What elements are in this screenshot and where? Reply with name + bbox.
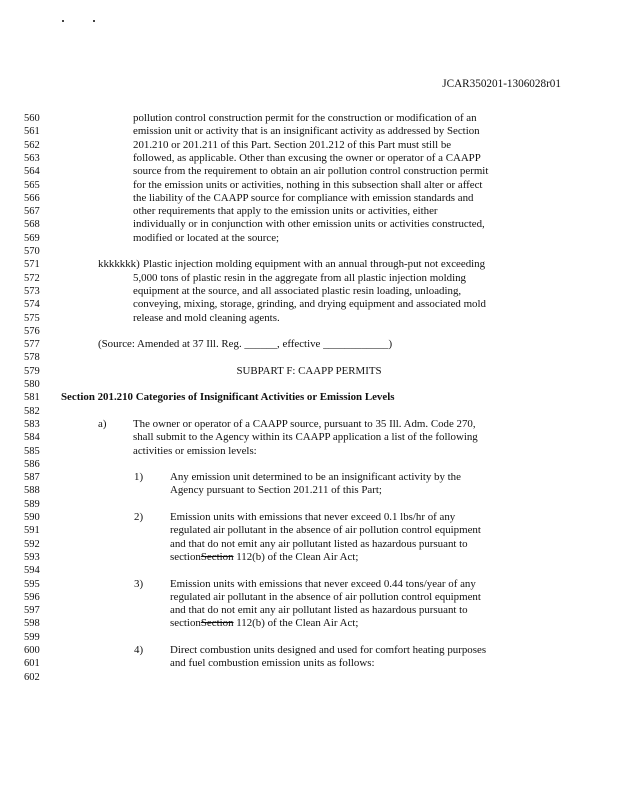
- document-line: [0, 631, 618, 644]
- line-text: regulated air pollutant in the absence of air pollution control equipment: [170, 524, 481, 537]
- line-number: 566: [24, 192, 40, 204]
- document-line: [0, 578, 618, 591]
- line-text: 5,000 tons of plastic resin in the aggregate from all plastic injection molding: [133, 271, 466, 284]
- document-line: [0, 405, 618, 418]
- line-text: and that do not emit any air pollutant listed as hazardous pursuant to: [170, 537, 468, 550]
- line-number: 578: [24, 352, 40, 364]
- line-number: 600: [24, 645, 40, 656]
- document-line: [0, 139, 618, 152]
- line-number: 586: [24, 458, 40, 470]
- line-text: (Source: Amended at 37 Ill. Reg. ______, effective ____________): [98, 338, 393, 351]
- line-number: 598: [24, 618, 40, 630]
- document-line: [0, 471, 618, 484]
- document-line: [0, 564, 618, 577]
- line-number: 591: [24, 525, 40, 537]
- document-line: [0, 551, 618, 564]
- document-line: [0, 458, 618, 471]
- line-number: 564: [24, 166, 40, 178]
- line-text: activities or emission levels:: [133, 444, 257, 457]
- line-text: individually or in conjunction with other emission units or activities constructed,: [133, 218, 485, 231]
- line-number: 599: [24, 631, 40, 643]
- document-line: [0, 258, 618, 271]
- line-text: followed, as applicable. Other than excusing the owner or operator of a CAAPP: [133, 151, 481, 164]
- document-line: [0, 617, 618, 630]
- line-text: Emission units with emissions that never exceed 0.44 tons/year of any: [170, 577, 476, 590]
- line-text: pollution control construction permit for the construction or modification of an: [133, 112, 477, 124]
- line-text: [170, 551, 358, 564]
- line-number: 571: [24, 259, 40, 271]
- line-text: source from the requirement to obtain an air pollution control construction permit: [133, 165, 489, 178]
- line-text: Direct combustion units designed and used for comfort heating purposes: [170, 644, 487, 656]
- line-number: 572: [24, 272, 40, 284]
- document-line: [0, 245, 618, 258]
- line-number: 574: [24, 299, 40, 311]
- line-number: 589: [24, 498, 40, 510]
- document-line: [0, 312, 618, 325]
- line-number: 579: [24, 365, 40, 377]
- document-line: [0, 205, 618, 218]
- line-number: 595: [24, 578, 40, 590]
- line-number: 601: [24, 658, 40, 670]
- inserted-text: section: [170, 617, 201, 630]
- item-label: 4): [134, 644, 144, 656]
- line-number: 561: [24, 126, 40, 138]
- line-number: 602: [24, 671, 40, 683]
- item-label: 1): [134, 471, 144, 484]
- document-line: [0, 338, 618, 351]
- document-line: [0, 657, 618, 670]
- document-line: [0, 365, 618, 378]
- inserted-text: section: [170, 550, 201, 563]
- item-label: 2): [134, 511, 144, 523]
- scan-mark: [93, 20, 95, 22]
- line-number: 587: [24, 472, 40, 484]
- document-line: [0, 418, 618, 431]
- line-text: conveying, mixing, storage, grinding, and drying equipment and associated mold: [133, 298, 486, 311]
- line-text: 201.210 or 201.211 of this Part. Section 201.212 of this Part must still be: [133, 138, 452, 151]
- line-number: 584: [24, 432, 40, 444]
- line-text: for the emission units or activities, nothing in this subsection shall alter or affect: [133, 178, 483, 191]
- document-line: [0, 604, 618, 617]
- document-line: [0, 285, 618, 298]
- line-number: 582: [24, 405, 40, 417]
- document-line: [0, 125, 618, 138]
- document-line: [0, 538, 618, 551]
- document-line: [0, 325, 618, 338]
- document-line: [0, 524, 618, 537]
- line-number: 592: [24, 538, 40, 550]
- document-line: [0, 152, 618, 165]
- line-number: 570: [24, 246, 40, 257]
- line-number: 583: [24, 418, 40, 430]
- line-number: 594: [24, 565, 40, 577]
- line-number: 563: [24, 152, 40, 164]
- line-text: Emission units with emissions that never exceed 0.1 lbs/hr of any: [170, 511, 456, 523]
- line-number: 596: [24, 591, 40, 603]
- line-text: regulated air pollutant in the absence of air pollution control equipment: [170, 590, 481, 603]
- document-line: [0, 218, 618, 231]
- document-line: [0, 671, 618, 684]
- line-text: and fuel combustion emission units as follows:: [170, 657, 375, 670]
- line-number: 581: [24, 392, 40, 404]
- line-number: 569: [24, 232, 40, 244]
- line-text: Agency pursuant to Section 201.211 of this Part;: [170, 484, 382, 497]
- document-line: [0, 644, 618, 657]
- line-number: 593: [24, 551, 40, 563]
- line-text-rest: 112(b) of the Clean Air Act;: [233, 550, 359, 563]
- document-line: [0, 378, 618, 391]
- line-number: 562: [24, 139, 40, 151]
- scan-mark: [62, 20, 64, 22]
- document-line: [0, 112, 618, 125]
- item-label: 3): [134, 577, 144, 590]
- line-text-rest: 112(b) of the Clean Air Act;: [233, 617, 359, 630]
- document-line: [0, 431, 618, 444]
- document-line: [0, 192, 618, 205]
- line-text: release and mold cleaning agents.: [133, 311, 280, 324]
- document-line: [0, 298, 618, 311]
- line-text: other requirements that apply to the emission units or activities, either: [133, 205, 438, 218]
- section-heading: Section 201.210 Categories of Insignificant Activities or Emission Levels: [61, 391, 395, 404]
- item-label: a): [98, 417, 107, 430]
- document-line: [0, 511, 618, 524]
- line-text: equipment at the source, and all associated plastic resin loading, unloading,: [133, 284, 462, 297]
- line-number: 588: [24, 485, 40, 497]
- document-line: [0, 484, 618, 497]
- document-line: [0, 272, 618, 285]
- line-text: modified or located at the source;: [133, 231, 280, 244]
- document-line: [0, 351, 618, 364]
- document-line: [0, 498, 618, 511]
- document-line: [0, 179, 618, 192]
- line-text: shall submit to the Agency within its CAAPP application a list of the following: [133, 431, 478, 444]
- struck-text: Section: [200, 617, 234, 630]
- line-number: 573: [24, 285, 40, 297]
- document-id: JCAR350201-1306028r01: [442, 78, 561, 90]
- line-number: 590: [24, 512, 40, 523]
- line-number: 565: [24, 179, 40, 191]
- line-text: emission unit or activity that is an insignificant activity as addressed by Section: [133, 125, 480, 138]
- document-line: [0, 165, 618, 178]
- line-number: 568: [24, 219, 40, 231]
- line-text: and that do not emit any air pollutant listed as hazardous pursuant to: [170, 604, 468, 617]
- line-number: 567: [24, 206, 40, 218]
- item-label: kkkkkkk): [98, 258, 140, 271]
- line-text: Any emission unit determined to be an insignificant activity by the: [170, 471, 461, 484]
- subpart-heading: SUBPART F: CAAPP PERMITS: [236, 364, 382, 377]
- line-number: 597: [24, 605, 40, 617]
- line-number: 576: [24, 325, 40, 337]
- line-number: 560: [24, 113, 40, 124]
- line-text: [170, 617, 358, 630]
- document-line: [0, 591, 618, 604]
- line-number: 585: [24, 445, 40, 457]
- line-text: Plastic injection molding equipment with an annual through-put not exceeding: [143, 258, 486, 271]
- line-number: 577: [24, 339, 40, 351]
- document-line: [0, 391, 618, 404]
- document-line: [0, 445, 618, 458]
- line-text: The owner or operator of a CAAPP source, pursuant to 35 Ill. Adm. Code 270,: [133, 417, 476, 430]
- line-number: 580: [24, 379, 40, 390]
- line-number: 575: [24, 312, 40, 324]
- document-line: [0, 232, 618, 245]
- struck-text: Section: [200, 550, 234, 563]
- line-text: the liability of the CAAPP source for compliance with emission standards and: [133, 191, 474, 204]
